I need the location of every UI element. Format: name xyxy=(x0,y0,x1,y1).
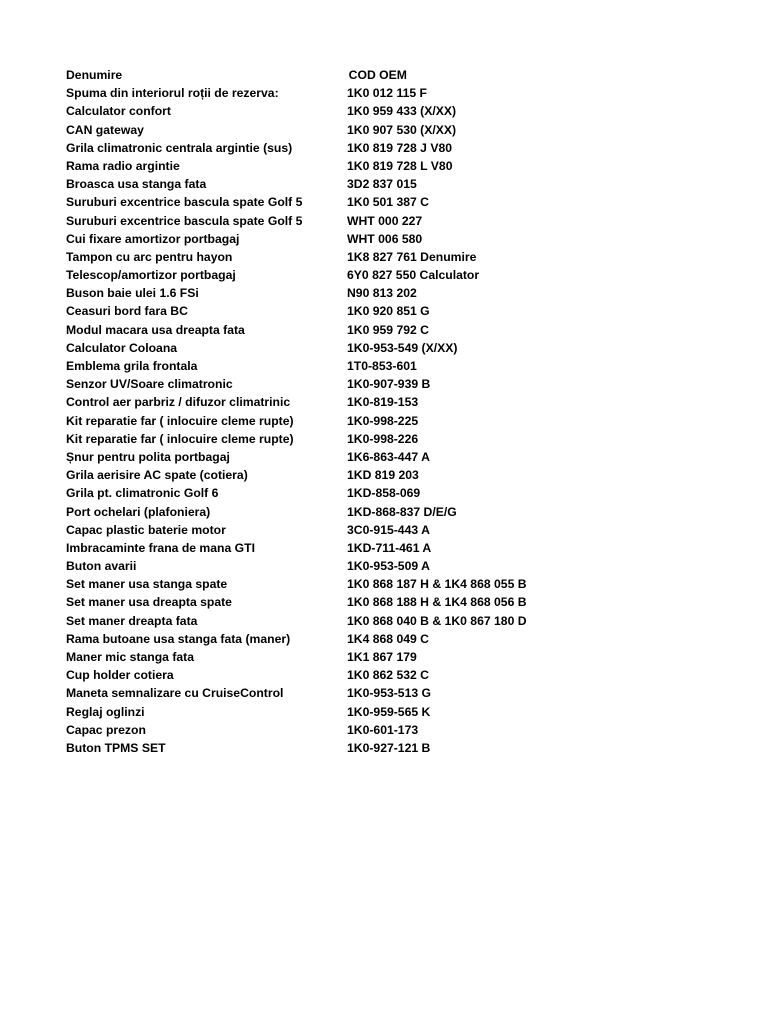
table-row xyxy=(66,412,546,430)
table-row xyxy=(66,612,546,630)
oem-code-cell: 1K6-863-447 A xyxy=(347,449,430,464)
table-row xyxy=(66,175,546,193)
table-row xyxy=(66,230,546,248)
oem-code-cell: WHT 000 227 xyxy=(347,213,423,228)
oem-code-cell: 1K0 959 792 C xyxy=(347,322,429,337)
oem-code-cell: 1K0 819 728 L V80 xyxy=(347,158,453,173)
table-row xyxy=(66,375,546,393)
part-name-cell: Calculator Coloana xyxy=(66,340,178,355)
part-name-cell: Broasca usa stanga fata xyxy=(66,177,207,192)
table-row xyxy=(66,739,546,757)
oem-code-cell: 1K0-959-565 K xyxy=(347,704,431,719)
column-header-code: COD OEM xyxy=(348,68,407,82)
oem-code-cell: N90 813 202 xyxy=(347,286,417,301)
table-row xyxy=(66,157,546,175)
oem-code-cell: 1KD-858-069 xyxy=(347,486,421,501)
table-row xyxy=(66,266,546,284)
part-name-cell: Kit reparatie far ( inlocuire cleme rupte) xyxy=(66,431,294,446)
table-row xyxy=(66,521,546,539)
oem-code-cell: 1KD-868-837 D/E/G xyxy=(347,504,457,519)
part-name-cell: Port ochelari (plafoniera) xyxy=(66,504,211,519)
oem-code-cell: 1K0 868 188 H & 1K4 868 056 B xyxy=(347,595,527,610)
part-name-cell: Buson baie ulei 1.6 FSi xyxy=(66,286,199,301)
table-body xyxy=(66,84,546,757)
oem-code-cell: 1K0-907-939 B xyxy=(347,377,431,392)
oem-code-cell: WHT 006 580 xyxy=(347,231,423,246)
table-row xyxy=(66,212,546,230)
part-name-cell: Imbracaminte frana de mana GTI xyxy=(66,540,255,555)
oem-code-cell: 1K8 827 761 Denumire xyxy=(347,249,477,264)
part-name-cell: Grila pt. climatronic Golf 6 xyxy=(66,486,219,501)
oem-code-cell: 1K0-819-153 xyxy=(347,395,419,410)
table-row xyxy=(66,284,546,302)
table-row xyxy=(66,484,546,502)
table-row xyxy=(66,193,546,211)
table-row xyxy=(66,684,546,702)
part-name-cell: Capac prezon xyxy=(66,722,146,737)
part-name-cell: Capac plastic baterie motor xyxy=(66,522,226,537)
part-name-cell: Maner mic stanga fata xyxy=(66,650,195,664)
table-row xyxy=(66,302,546,320)
table-row xyxy=(66,466,546,484)
oem-code-cell: 1K0 501 387 C xyxy=(347,195,429,210)
part-name-cell: Senzor UV/Soare climatronic xyxy=(66,377,233,392)
part-name-cell: Suruburi excentrice bascula spate Golf 5 xyxy=(66,213,303,228)
table-row xyxy=(66,102,546,120)
table-row xyxy=(66,321,546,339)
part-name-cell: Șnur pentru polita portbagaj xyxy=(66,449,230,464)
part-name-cell: Buton avarii xyxy=(66,559,137,574)
table-row xyxy=(66,248,546,266)
oem-code-cell: 1K0 959 433 (X/XX) xyxy=(347,104,457,119)
oem-code-cell: 1K0 012 115 F xyxy=(347,86,427,101)
oem-code-cell: 1K0 920 851 G xyxy=(347,304,430,319)
table-row xyxy=(66,430,546,448)
part-name-cell: Set maner dreapta fata xyxy=(66,613,198,628)
table-row xyxy=(66,539,546,557)
oem-code-cell: 3D2 837 015 xyxy=(347,177,417,192)
table-row xyxy=(66,357,546,375)
table-row xyxy=(66,139,546,157)
table-row xyxy=(66,630,546,648)
oem-code-cell: 1K0 868 040 B & 1K0 867 180 D xyxy=(347,613,527,628)
oem-code-cell: 1K0-953-513 G xyxy=(347,686,432,701)
part-name-cell: Set maner usa stanga spate xyxy=(66,577,228,592)
oem-code-cell: 1K0-998-225 xyxy=(347,413,419,428)
part-name-cell: Telescop/amortizor portbagaj xyxy=(66,268,236,283)
oem-code-cell: 6Y0 827 550 Calculator xyxy=(347,268,480,283)
table-row xyxy=(66,575,546,593)
oem-code-cell: 3C0-915-443 A xyxy=(347,522,430,537)
table-row xyxy=(66,393,546,411)
part-name-cell: Set maner usa dreapta spate xyxy=(66,595,232,610)
table-row xyxy=(66,121,546,139)
oem-code-cell: 1K0-927-121 B xyxy=(347,740,431,755)
part-name-cell: Spuma din interiorul roții de rezerva: xyxy=(66,86,279,101)
oem-code-cell: 1K0-998-226 xyxy=(347,431,419,446)
part-name-cell: Kit reparatie far ( inlocuire cleme rupte) xyxy=(66,413,294,428)
oem-code-cell: 1T0-853-601 xyxy=(347,359,417,373)
parts-table xyxy=(66,66,546,757)
oem-code-cell: 1K0 819 728 J V80 xyxy=(347,140,453,155)
table-row xyxy=(66,557,546,575)
table-row xyxy=(66,648,546,666)
part-name-cell: Calculator confort xyxy=(66,104,171,119)
part-name-cell: Emblema grila frontala xyxy=(66,359,198,373)
part-name-cell: Cui fixare amortizor portbagaj xyxy=(66,231,240,246)
column-header-name: Denumire xyxy=(66,68,123,82)
part-name-cell: Tampon cu arc pentru hayon xyxy=(66,249,233,264)
part-name-cell: Grila aerisire AC spate (cotiera) xyxy=(66,468,248,483)
table-row xyxy=(66,339,546,357)
part-name-cell: Maneta semnalizare cu CruiseControl xyxy=(66,686,284,701)
part-name-cell: Control aer parbriz / difuzor climatrinic xyxy=(66,395,291,410)
part-name-cell: Ceasuri bord fara BC xyxy=(66,304,188,319)
part-name-cell: Modul macara usa dreapta fata xyxy=(66,322,245,337)
oem-code-cell: 1K1 867 179 xyxy=(347,650,417,664)
part-name-cell: Suruburi excentrice bascula spate Golf 5 xyxy=(66,195,303,210)
part-name-cell: Buton TPMS SET xyxy=(66,740,166,755)
table-row xyxy=(66,84,546,102)
table-row xyxy=(66,448,546,466)
oem-code-cell: 1K0-953-549 (X/XX) xyxy=(347,340,458,355)
oem-code-cell: 1K0 862 532 C xyxy=(347,668,429,683)
oem-code-cell: 1K0-601-173 xyxy=(347,722,419,737)
table-row xyxy=(66,721,546,739)
part-name-cell: CAN gateway xyxy=(66,122,144,137)
part-name-cell: Grila climatronic centrala argintie (sus) xyxy=(66,140,293,155)
part-name-cell: Rama butoane usa stanga fata (maner) xyxy=(66,631,291,646)
oem-code-cell: 1KD 819 203 xyxy=(347,468,419,483)
part-name-cell: Rama radio argintie xyxy=(66,158,180,173)
table-row xyxy=(66,503,546,521)
oem-code-cell: 1K0 907 530 (X/XX) xyxy=(347,122,457,137)
part-name-cell: Cup holder cotiera xyxy=(66,668,174,683)
oem-code-cell: 1KD-711-461 A xyxy=(347,540,432,555)
table-row xyxy=(66,666,546,684)
table-row xyxy=(66,703,546,721)
oem-code-cell: 1K0 868 187 H & 1K4 868 055 B xyxy=(347,577,527,592)
oem-code-cell: 1K4 868 049 C xyxy=(347,631,429,646)
table-header xyxy=(66,66,546,84)
table-row xyxy=(66,593,546,611)
oem-code-cell: 1K0-953-509 A xyxy=(347,559,430,574)
part-name-cell: Reglaj oglinzi xyxy=(66,704,145,719)
